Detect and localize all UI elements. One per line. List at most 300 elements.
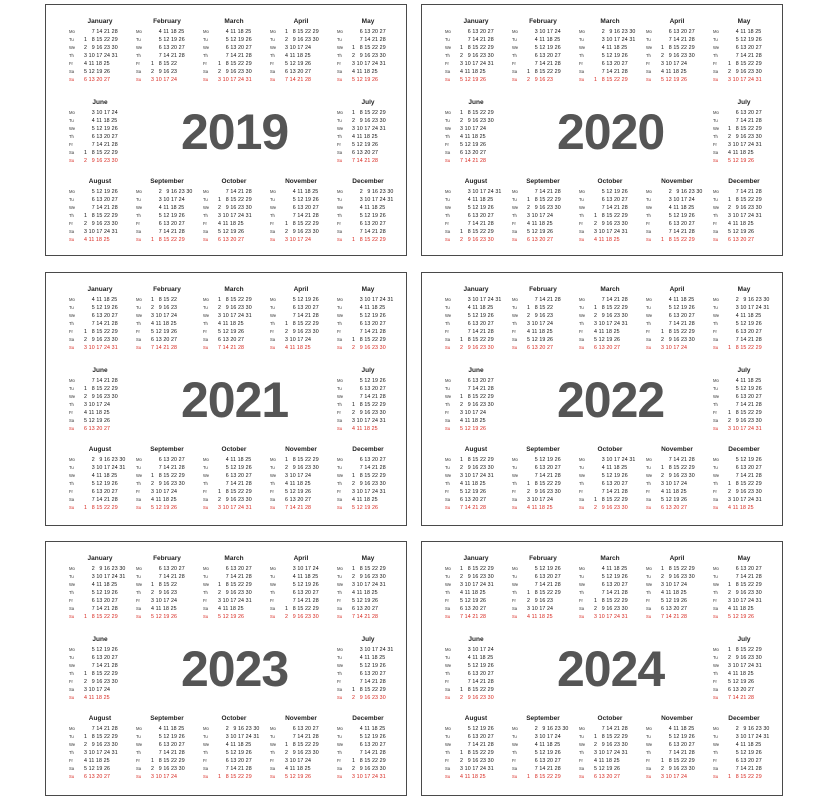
weekday-row bbox=[69, 686, 131, 694]
weekday-row bbox=[203, 228, 265, 236]
date-numbers: 2 9 16 23 30 bbox=[457, 53, 494, 59]
date-numbers: 3 10 17 24 bbox=[81, 110, 118, 116]
weekday-row bbox=[337, 662, 399, 670]
weekday-label: Fr bbox=[713, 489, 717, 494]
date-numbers: 4 11 18 25 bbox=[148, 29, 185, 35]
date-numbers: 4 11 18 25 bbox=[282, 766, 311, 772]
weekday-label: Tu bbox=[69, 305, 74, 310]
weekday-label: Fr bbox=[203, 598, 207, 603]
weekday-label: Tu bbox=[445, 118, 450, 123]
weekday-row bbox=[270, 212, 332, 220]
date-numbers: 2 9 16 23 30 bbox=[725, 655, 762, 661]
weekday-row bbox=[713, 654, 775, 662]
weekday-row bbox=[579, 68, 641, 76]
date-numbers: 6 13 20 27 bbox=[148, 457, 185, 463]
month-block bbox=[136, 555, 198, 623]
weekday-label: Fr bbox=[646, 221, 650, 226]
weekday-row bbox=[337, 749, 399, 757]
weekday-row bbox=[512, 304, 574, 312]
weekday-label: Mo bbox=[713, 726, 719, 731]
month-block bbox=[136, 286, 198, 354]
date-numbers: 5 12 19 26 bbox=[457, 205, 494, 211]
weekday-label: Th bbox=[646, 590, 651, 595]
date-numbers: 4 11 18 25 bbox=[524, 505, 553, 511]
date-numbers: 5 12 19 26 bbox=[148, 614, 178, 620]
month-name: June bbox=[92, 636, 108, 643]
month-block bbox=[512, 178, 574, 246]
weekday-row bbox=[512, 480, 574, 488]
weekday-label: Fr bbox=[337, 598, 341, 603]
date-numbers: 6 13 20 27 bbox=[349, 386, 386, 392]
date-numbers: 4 11 18 25 bbox=[658, 297, 695, 303]
date-numbers: 2 9 16 23 30 bbox=[524, 489, 561, 495]
month-name: September bbox=[526, 715, 560, 722]
date-numbers: 2 9 16 23 30 bbox=[725, 297, 770, 303]
weekday-label: Fr bbox=[337, 758, 341, 763]
weekday-label: Su bbox=[203, 614, 209, 619]
date-numbers: 2 9 16 23 30 bbox=[215, 497, 252, 503]
date-numbers: 7 14 21 28 bbox=[524, 61, 561, 67]
date-numbers: 1 8 15 22 29 bbox=[457, 457, 494, 463]
date-numbers: 7 14 21 28 bbox=[349, 394, 386, 400]
sunday-row bbox=[713, 157, 775, 165]
weekday-label: Mo bbox=[337, 726, 343, 731]
date-numbers: 2 9 16 23 30 bbox=[282, 750, 319, 756]
weekday-label: Su bbox=[512, 614, 518, 619]
weekday-row bbox=[646, 565, 708, 573]
weekday-label: Mo bbox=[512, 457, 518, 462]
weekday-label: Mo bbox=[203, 726, 209, 731]
weekday-label: Su bbox=[713, 426, 719, 431]
date-numbers: 4 11 18 25 bbox=[215, 742, 252, 748]
weekday-label: Sa bbox=[512, 766, 518, 771]
weekday-row bbox=[713, 36, 775, 44]
weekday-label: Th bbox=[512, 590, 517, 595]
weekday-row bbox=[270, 320, 332, 328]
date-numbers: 7 14 21 28 bbox=[725, 337, 762, 343]
date-numbers: 6 13 20 27 bbox=[349, 29, 386, 35]
month-name: July bbox=[737, 636, 751, 643]
month-block bbox=[512, 555, 574, 623]
weekday-row bbox=[69, 605, 131, 613]
weekday-row bbox=[512, 589, 574, 597]
date-numbers: 2 9 16 23 30 bbox=[148, 481, 185, 487]
weekday-label: Su bbox=[136, 505, 142, 510]
date-numbers: 4 11 18 25 bbox=[591, 465, 628, 471]
weekday-row bbox=[512, 733, 574, 741]
weekday-label: Fr bbox=[512, 329, 516, 334]
weekday-label: Tu bbox=[337, 465, 342, 470]
weekday-label: Th bbox=[445, 481, 450, 486]
date-numbers: 6 13 20 27 bbox=[349, 457, 386, 463]
weekday-row bbox=[512, 336, 574, 344]
weekday-row bbox=[445, 393, 507, 401]
date-numbers: 2 9 16 23 30 bbox=[725, 489, 762, 495]
date-numbers: 4 11 18 25 bbox=[524, 742, 561, 748]
weekday-label: Tu bbox=[512, 37, 517, 42]
date-numbers: 4 11 18 25 bbox=[349, 497, 378, 503]
weekday-row bbox=[713, 328, 775, 336]
weekday-label: Fr bbox=[203, 61, 207, 66]
date-numbers: 4 11 18 25 bbox=[282, 574, 319, 580]
weekday-row bbox=[713, 496, 775, 504]
date-numbers: 6 13 20 27 bbox=[457, 497, 487, 503]
weekday-label: Sa bbox=[270, 69, 276, 74]
weekday-label: Sa bbox=[337, 766, 343, 771]
weekday-label: Sa bbox=[713, 69, 719, 74]
weekday-row bbox=[337, 496, 399, 504]
weekday-label: Tu bbox=[69, 655, 74, 660]
weekday-row bbox=[512, 220, 574, 228]
weekday-label: Sa bbox=[69, 766, 75, 771]
weekday-label: Su bbox=[270, 614, 276, 619]
date-numbers: 4 11 18 25 bbox=[457, 305, 494, 311]
date-numbers: 6 13 20 27 bbox=[725, 45, 762, 51]
date-numbers: 2 9 16 23 30 bbox=[349, 410, 386, 416]
date-numbers: 3 10 17 24 31 bbox=[215, 313, 252, 319]
date-numbers: 5 12 19 26 bbox=[658, 213, 695, 219]
weekday-label: Th bbox=[136, 321, 141, 326]
date-numbers: 2 9 16 23 bbox=[148, 305, 178, 311]
date-numbers: 1 8 15 22 29 bbox=[349, 402, 386, 408]
weekday-label: We bbox=[646, 313, 653, 318]
date-numbers: 2 9 16 23 30 bbox=[282, 329, 319, 335]
weekday-row bbox=[445, 312, 507, 320]
weekday-row bbox=[69, 581, 131, 589]
date-numbers: 5 12 19 26 bbox=[457, 489, 487, 495]
sunday-row bbox=[337, 694, 399, 702]
date-numbers: 7 14 21 28 bbox=[591, 726, 628, 732]
weekday-row bbox=[270, 60, 332, 68]
month-block bbox=[203, 555, 265, 623]
weekday-label: Mo bbox=[646, 29, 652, 34]
date-numbers: 7 14 21 28 bbox=[524, 473, 561, 479]
weekday-label: Tu bbox=[337, 305, 342, 310]
weekday-label: Tu bbox=[646, 197, 651, 202]
date-numbers: 3 10 17 24 31 bbox=[215, 505, 252, 511]
date-numbers: 5 12 19 26 bbox=[725, 321, 762, 327]
weekday-row bbox=[646, 605, 708, 613]
sunday-row bbox=[445, 76, 507, 84]
weekday-label: We bbox=[646, 742, 653, 747]
weekday-row bbox=[713, 109, 775, 117]
date-numbers: 2 9 16 23 30 bbox=[457, 758, 494, 764]
weekday-label: Th bbox=[69, 402, 74, 407]
weekday-row bbox=[646, 765, 708, 773]
date-numbers: 4 11 18 25 bbox=[148, 497, 177, 503]
date-numbers: 6 13 20 27 bbox=[725, 465, 762, 471]
month-block bbox=[445, 636, 507, 704]
weekday-label: Mo bbox=[69, 297, 75, 302]
date-numbers: 3 10 17 24 31 bbox=[81, 345, 118, 351]
year-calendar-card bbox=[421, 4, 783, 256]
weekday-row bbox=[512, 597, 574, 605]
weekday-label: Fr bbox=[270, 758, 274, 763]
date-numbers: 3 10 17 24 bbox=[81, 687, 111, 693]
date-numbers: 5 12 19 26 bbox=[524, 566, 561, 572]
month-block bbox=[270, 178, 332, 246]
weekday-label: Fr bbox=[136, 61, 140, 66]
weekday-label: We bbox=[203, 582, 210, 587]
weekday-row bbox=[445, 68, 507, 76]
weekday-label: Sa bbox=[136, 497, 142, 502]
month-name: October bbox=[221, 446, 247, 453]
weekday-row bbox=[69, 488, 131, 496]
date-numbers: 2 9 16 23 30 bbox=[81, 337, 118, 343]
date-numbers: 1 8 15 22 29 bbox=[591, 598, 628, 604]
weekday-row bbox=[713, 196, 775, 204]
weekday-label: Fr bbox=[646, 598, 650, 603]
weekday-row bbox=[337, 28, 399, 36]
date-numbers: 7 14 21 28 bbox=[349, 329, 386, 335]
date-numbers: 2 9 16 23 30 bbox=[81, 221, 118, 227]
weekday-label: Th bbox=[203, 321, 208, 326]
date-numbers: 6 13 20 27 bbox=[658, 29, 695, 35]
weekday-row bbox=[69, 312, 131, 320]
date-numbers: 3 10 17 24 bbox=[524, 606, 554, 612]
date-numbers: 6 13 20 27 bbox=[349, 606, 379, 612]
date-numbers: 5 12 19 26 bbox=[524, 45, 561, 51]
date-numbers: 4 11 18 25 bbox=[215, 29, 252, 35]
weekday-label: Sa bbox=[445, 687, 451, 692]
month-block bbox=[512, 286, 574, 354]
weekday-label: Tu bbox=[337, 734, 342, 739]
sunday-row bbox=[69, 773, 131, 781]
date-numbers: 3 10 17 24 bbox=[148, 598, 178, 604]
sunday-row bbox=[136, 504, 198, 512]
weekday-label: Th bbox=[445, 134, 450, 139]
year-title: 2024 bbox=[557, 641, 665, 697]
weekday-row bbox=[646, 60, 708, 68]
weekday-label: Su bbox=[270, 774, 276, 779]
weekday-label: Su bbox=[69, 426, 75, 431]
date-numbers: 4 11 18 25 bbox=[658, 590, 687, 596]
date-numbers: 4 11 18 25 bbox=[148, 606, 177, 612]
date-numbers: 1 8 15 22 29 bbox=[725, 345, 762, 351]
weekday-label: Th bbox=[337, 671, 342, 676]
weekday-row bbox=[69, 28, 131, 36]
date-numbers: 1 8 15 22 bbox=[148, 297, 178, 303]
weekday-row bbox=[646, 464, 708, 472]
date-numbers: 7 14 21 28 bbox=[658, 321, 695, 327]
date-numbers: 1 8 15 22 29 bbox=[282, 29, 319, 35]
weekday-row bbox=[512, 52, 574, 60]
date-numbers: 1 8 15 22 29 bbox=[725, 410, 762, 416]
weekday-label: Sa bbox=[713, 418, 719, 423]
date-numbers: 5 12 19 26 bbox=[282, 489, 312, 495]
month-block bbox=[579, 286, 641, 354]
weekday-label: Sa bbox=[337, 687, 343, 692]
month-block bbox=[136, 178, 198, 246]
weekday-row bbox=[270, 204, 332, 212]
date-numbers: 4 11 18 25 bbox=[725, 505, 754, 511]
weekday-row bbox=[136, 725, 198, 733]
month-name: December bbox=[352, 178, 384, 185]
weekday-row bbox=[203, 328, 265, 336]
weekday-label: We bbox=[270, 742, 277, 747]
weekday-row bbox=[445, 196, 507, 204]
weekday-label: Sa bbox=[445, 418, 451, 423]
sunday-row bbox=[579, 344, 641, 352]
weekday-row bbox=[646, 488, 708, 496]
weekday-label: Sa bbox=[270, 229, 276, 234]
sunday-row bbox=[646, 236, 708, 244]
weekday-row bbox=[69, 678, 131, 686]
date-numbers: 7 14 21 28 bbox=[591, 590, 628, 596]
weekday-label: Mo bbox=[136, 29, 142, 34]
date-numbers: 6 13 20 27 bbox=[349, 150, 379, 156]
weekday-label: Tu bbox=[203, 734, 208, 739]
weekday-label: Th bbox=[69, 750, 74, 755]
date-numbers: 7 14 21 28 bbox=[457, 37, 494, 43]
weekday-label: Mo bbox=[69, 378, 75, 383]
date-numbers: 5 12 19 26 bbox=[591, 189, 628, 195]
weekday-row bbox=[713, 646, 775, 654]
date-numbers: 4 11 18 25 bbox=[457, 481, 486, 487]
weekday-row bbox=[136, 320, 198, 328]
weekday-label: Su bbox=[69, 695, 75, 700]
date-numbers: 2 9 16 23 30 bbox=[725, 134, 762, 140]
weekday-label: Sa bbox=[445, 337, 451, 342]
weekday-label: We bbox=[445, 473, 452, 478]
weekday-label: We bbox=[337, 582, 344, 587]
weekday-label: Th bbox=[136, 481, 141, 486]
weekday-row bbox=[270, 304, 332, 312]
month-block bbox=[337, 636, 399, 704]
date-numbers: 3 10 17 24 bbox=[524, 213, 554, 219]
weekday-label: Th bbox=[136, 750, 141, 755]
date-numbers: 2 9 16 23 bbox=[524, 313, 554, 319]
weekday-label: Sa bbox=[203, 69, 209, 74]
weekday-label: Fr bbox=[445, 679, 449, 684]
month-block bbox=[337, 286, 399, 354]
date-numbers: 4 11 18 25 bbox=[282, 345, 311, 351]
weekday-label: Tu bbox=[646, 734, 651, 739]
date-numbers: 6 13 20 27 bbox=[215, 45, 252, 51]
weekday-label: Th bbox=[69, 590, 74, 595]
weekday-label: Tu bbox=[579, 734, 584, 739]
date-numbers: 1 8 15 22 29 bbox=[148, 758, 185, 764]
date-numbers: 3 10 17 24 bbox=[282, 337, 312, 343]
date-numbers: 1 8 15 22 29 bbox=[349, 473, 386, 479]
weekday-label: Th bbox=[445, 750, 450, 755]
date-numbers: 7 14 21 28 bbox=[215, 766, 252, 772]
month-block bbox=[203, 715, 265, 783]
sunday-row bbox=[445, 157, 507, 165]
weekday-label: Tu bbox=[445, 574, 450, 579]
date-numbers: 7 14 21 28 bbox=[591, 489, 628, 495]
date-numbers: 7 14 21 28 bbox=[81, 726, 118, 732]
weekday-row bbox=[136, 749, 198, 757]
weekday-label: Tu bbox=[713, 305, 718, 310]
month-name: October bbox=[597, 715, 623, 722]
weekday-row bbox=[579, 573, 641, 581]
weekday-label: Th bbox=[270, 321, 275, 326]
date-numbers: 4 11 18 25 bbox=[81, 237, 110, 243]
month-name: January bbox=[87, 18, 113, 25]
date-numbers: 3 10 17 24 31 bbox=[81, 574, 126, 580]
weekday-label: We bbox=[445, 45, 452, 50]
weekday-row bbox=[713, 44, 775, 52]
date-numbers: 2 9 16 23 30 bbox=[148, 766, 185, 772]
weekday-label: Sa bbox=[713, 337, 719, 342]
weekday-label: Sa bbox=[512, 69, 518, 74]
weekday-label: Sa bbox=[579, 337, 585, 342]
weekday-label: Tu bbox=[136, 734, 141, 739]
weekday-row bbox=[69, 733, 131, 741]
weekday-label: Mo bbox=[337, 647, 343, 652]
date-numbers: 4 11 18 25 bbox=[81, 473, 118, 479]
weekday-row bbox=[713, 68, 775, 76]
weekday-label: Su bbox=[136, 774, 142, 779]
date-numbers: 5 12 19 26 bbox=[725, 679, 755, 685]
month-name: April bbox=[669, 286, 685, 293]
weekday-label: Tu bbox=[270, 37, 275, 42]
weekday-row bbox=[337, 312, 399, 320]
date-numbers: 7 14 21 28 bbox=[725, 695, 755, 701]
date-numbers: 6 13 20 27 bbox=[81, 598, 118, 604]
date-numbers: 2 9 16 23 30 bbox=[658, 766, 695, 772]
date-numbers: 4 11 18 25 bbox=[81, 695, 110, 701]
weekday-label: Fr bbox=[713, 598, 717, 603]
weekday-label: We bbox=[713, 126, 720, 131]
weekday-row bbox=[203, 220, 265, 228]
date-numbers: 6 13 20 27 bbox=[81, 313, 118, 319]
weekday-label: Th bbox=[713, 53, 718, 58]
weekday-row bbox=[203, 589, 265, 597]
weekday-label: We bbox=[579, 473, 586, 478]
weekday-label: Th bbox=[203, 53, 208, 58]
weekday-label: We bbox=[69, 313, 76, 318]
weekday-label: Tu bbox=[579, 465, 584, 470]
weekday-label: Th bbox=[69, 671, 74, 676]
weekday-label: Th bbox=[337, 321, 342, 326]
date-numbers: 4 11 18 25 bbox=[725, 606, 754, 612]
date-numbers: 7 14 21 28 bbox=[349, 614, 379, 620]
date-numbers: 5 12 19 26 bbox=[725, 614, 755, 620]
weekday-label: Tu bbox=[203, 197, 208, 202]
weekday-label: Th bbox=[579, 481, 584, 486]
weekday-row bbox=[445, 605, 507, 613]
weekday-row bbox=[337, 296, 399, 304]
date-numbers: 5 12 19 26 bbox=[524, 457, 561, 463]
weekday-row bbox=[646, 212, 708, 220]
weekday-label: Tu bbox=[69, 465, 74, 470]
date-numbers: 6 13 20 27 bbox=[457, 606, 487, 612]
weekday-row bbox=[445, 149, 507, 157]
month-name: September bbox=[150, 715, 184, 722]
date-numbers: 1 8 15 22 29 bbox=[524, 69, 561, 75]
sunday-row bbox=[445, 236, 507, 244]
weekday-label: Th bbox=[337, 402, 342, 407]
weekday-label: Sa bbox=[713, 150, 719, 155]
weekday-row bbox=[579, 464, 641, 472]
weekday-label: Fr bbox=[136, 758, 140, 763]
date-numbers: 6 13 20 27 bbox=[282, 726, 319, 732]
weekday-row bbox=[445, 212, 507, 220]
date-numbers: 1 8 15 22 29 bbox=[591, 77, 628, 83]
weekday-label: Su bbox=[69, 774, 75, 779]
date-numbers: 3 10 17 24 31 bbox=[457, 189, 502, 195]
weekday-row bbox=[646, 188, 708, 196]
weekday-label: We bbox=[69, 394, 76, 399]
weekday-label: We bbox=[579, 313, 586, 318]
weekday-label: Mo bbox=[445, 726, 451, 731]
weekday-label: Fr bbox=[512, 489, 516, 494]
date-numbers: 5 12 19 26 bbox=[349, 505, 379, 511]
date-numbers: 1 8 15 22 29 bbox=[282, 221, 319, 227]
weekday-row bbox=[270, 733, 332, 741]
